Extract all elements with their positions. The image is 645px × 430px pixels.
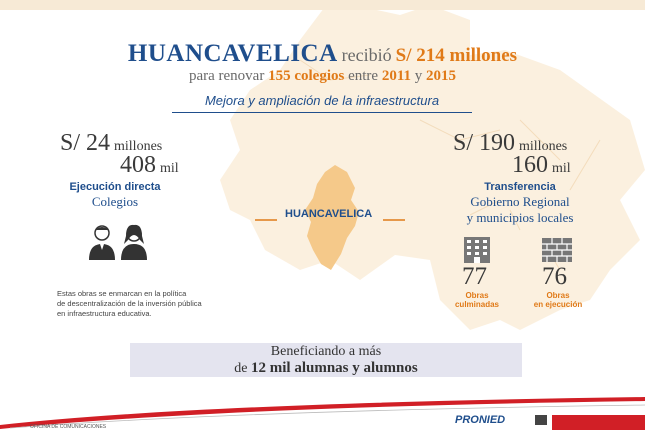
right-mode: Transferencia	[484, 181, 556, 193]
students-icon	[86, 222, 156, 262]
headline-amount: S/ 214 millones	[395, 45, 518, 66]
headline-year-start: 2011	[381, 68, 412, 84]
map-label: HUANCAVELICA	[285, 208, 373, 220]
headline-prefix: para renovar	[188, 68, 265, 84]
done-label-2: culminadas	[454, 300, 499, 309]
headline	[0, 40, 645, 68]
right-amount-main: S/ 190	[453, 130, 516, 156]
done-label-1: Obras	[465, 291, 489, 300]
policy-note-line: Estas obras se enmarcan en la política	[57, 289, 187, 298]
left-amount-main: S/ 24	[60, 130, 111, 156]
region-map	[255, 160, 405, 280]
headline-between: entre	[348, 68, 379, 84]
subtitle: Mejora y ampliación de la infraestructura	[172, 93, 472, 113]
policy-note-line: en infraestructura educativa.	[57, 309, 152, 318]
left-target: Colegios	[91, 194, 139, 209]
done-count: 77	[462, 263, 487, 290]
ongoing-label-2: en ejecución	[533, 300, 583, 309]
beneficiaries-count: 12 mil alumnas y alumnos	[251, 360, 418, 376]
ongoing-label-1: Obras	[546, 291, 570, 300]
done-label	[442, 291, 512, 309]
brick-wall-icon	[542, 238, 572, 262]
headline-schools: 155 colegios	[268, 68, 345, 84]
beneficiaries-line2	[130, 360, 522, 377]
policy-note	[57, 289, 262, 319]
headline-and: y	[414, 68, 423, 84]
left-thousands-value: 408	[120, 152, 156, 178]
beneficiaries-band	[130, 343, 522, 377]
right-thousands-value: 160	[512, 152, 548, 178]
right-amount-unit: millones	[519, 139, 568, 154]
right-thousands-unit: mil	[552, 161, 571, 176]
left-mode: Ejecución directa	[69, 181, 161, 193]
ongoing-count: 76	[542, 263, 567, 290]
right-amount-thousands	[512, 152, 571, 179]
left-amount-unit: millones	[114, 139, 163, 154]
footer-office: OFICINA DE COMUNICACIONES	[30, 424, 107, 430]
headline-received: recibió	[341, 45, 392, 65]
beneficiaries-line1: Beneficiando a más	[270, 344, 382, 359]
building-icon	[462, 237, 492, 263]
left-amount-thousands	[120, 152, 179, 179]
right-target-2: y municipios locales	[466, 210, 574, 225]
beneficiaries-prefix: de	[234, 361, 248, 376]
left-thousands-unit: mil	[160, 161, 179, 176]
brand-logo: PRONIED	[455, 414, 506, 426]
policy-note-line: de descentralización de la inversión pública	[57, 299, 202, 308]
headline-line2	[0, 68, 645, 85]
right-target-1: Gobierno Regional	[470, 194, 570, 209]
headline-year-end: 2015	[426, 68, 457, 84]
headline-region: HUANCAVELICA	[127, 40, 338, 67]
ongoing-label	[523, 291, 593, 309]
